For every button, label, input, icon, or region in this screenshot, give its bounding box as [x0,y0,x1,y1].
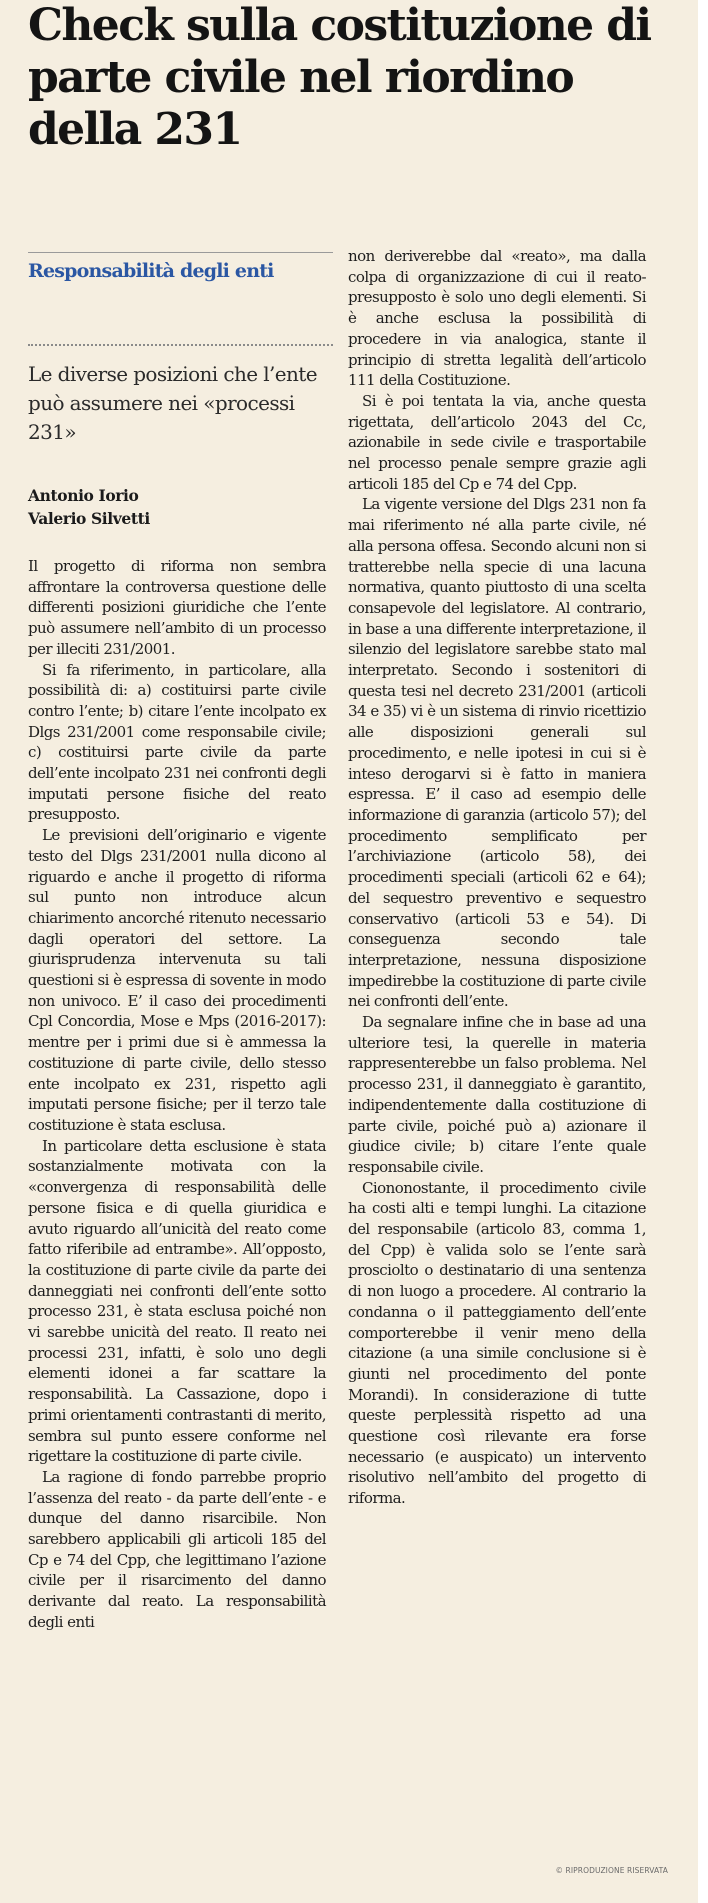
body-paragraph: Da segnalare infine che in base ad una ulteriore tesi, la querelle in materia rappresenterebbe un falso problema. Nel processo 231, il danneggiato è garantito, indipendentemente dalla costituzione di parte civile, poiché può a) azionare il giudice civile; b) citare l’ente quale responsabile civile. [348,1013,646,1176]
summary-divider [28,344,333,346]
headline: Check sulla costituzione di parte civile nel riordino della 231 [28,0,651,155]
body-paragraph: Si è poi tentata la via, anche questa rigettata, dell’articolo 2043 del Cc, azionabile in sede civile e trasportabile nel processo penale sempre grazie agli articoli 185 del Cp e 74 del Cpp. [348,391,646,493]
body-column-right [348,246,646,1509]
summary: Le diverse posizioni che l’ente può assumere nei «processi 231» [28,362,317,444]
author-name: Antonio Iorio [28,486,139,505]
byline [28,484,333,530]
page-edge [698,0,708,1903]
section-rule [28,252,333,253]
body-paragraph: Si fa riferimento, in particolare, alla possibilità di: a) costituirsi parte civile contro l’ente; b) citare l’ente incolpato ex Dlgs 231/2001 come responsabile civile; c) costituirsi parte civile da parte dell’ente incolpato 231 nei confronti degli imputati persone fisiche del reato presupposto. [28,660,326,824]
body-paragraph: Le previsioni dell’originario e vigente testo del Dlgs 231/2001 nulla dicono al riguardo e anche il progetto di riforma sul punto non introduce alcun chiarimento ancorché ritenuto necessario dagli operatori del settore. La giurisprudenza intervenuta su tali questioni si è espressa di sovente in modo non univoco. E’ il caso dei procedimenti Cpl Concordia, Mose e Mps (2016-2017): mentre per i primi due si è ammessa la costituzione di parte civile, dello stesso ente incolpato ex 231, rispetto agli imputati persone fisiche; per il terzo tale costituzione è stata esclusa. [28,826,326,1134]
body-column-left [28,556,326,1633]
body-paragraph: La vigente versione del Dlgs 231 non fa mai riferimento né alla parte civile, né alla persona offesa. Secondo alcuni non si tratterebbe nella specie di una lacuna normativa, quanto piuttosto di una scelta consapevole del legislatore. Al contrario, in base a una differente interpretazione, il silenzio del legislatore sarebbe stato mal interpretato. Secondo i sostenitori di questa tesi nel decreto 231/2001 (articoli 34 e 35) vi è un sistema di rinvio ricettizio alle disposizioni generali sul procedimento, e nelle ipotesi in cui si è inteso derogarvi si è fatto in maniera espressa. E’ il caso ad esempio delle informazione di garanzia (articolo 57); del procedimento semplificato per l’archiviazione (articolo 58), dei procedimenti speciali (articoli 62 e 64); del sequestro preventivo e sequestro conservativo (articoli 53 e 54). Di conseguenza secondo tale interpretazione, nessuna disposizione impedirebbe la costituzione di parte civile nei confronti dell’ente. [348,495,646,1011]
author-name: Valerio Silvetti [28,509,150,528]
body-paragraph: La ragione di fondo parrebbe proprio l’assenza del reato - da parte dell’ente - e dunque del danno risarcibile. Non sarebbero applicabili gli articoli 185 del Cp e 74 del Cpp, che legittimano l’azione civile per il risarcimento del danno derivante dal reato. La responsabilità degli enti [28,1467,326,1631]
body-paragraph: Il progetto di riforma non sembra affrontare la controversa questione delle differenti posizioni giuridiche che l’ente può assumere nell’ambito di un processo per illeciti 231/2001. [28,557,326,658]
body-paragraph: Ciononostante, il procedimento civile ha costi alti e tempi lunghi. La citazione del responsabile (articolo 83, comma 1, del Cpp) è valida solo se l’ente sarà prosciolto o destinatario di una sentenza di non luogo a procedere. Al contrario la condanna o il patteggiamento dell’ente comporterebbe il venir meno della citazione (a una simile conclusione si è giunti nel procedimento del ponte Morandi). In considerazione di tutte queste perplessità rispetto ad una questione così rilevante era forse necessario (e auspicato) un intervento risolutivo nell’ambito del progetto di riforma. [348,1178,646,1508]
copyright-notice: © RIPRODUZIONE RISERVATA [555,1866,668,1875]
section-tag: Responsabilità degli enti [28,260,274,282]
body-paragraph: non deriverebbe dal «reato», ma dalla colpa di organizzazione di cui il reato-presupposto è solo uno degli elementi. Si è anche esclusa la possibilità di procedere in via analogica, stante il principio di stretta legalità dell’articolo 111 della Costituzione. [348,247,646,390]
body-paragraph: In particolare detta esclusione è stata sostanzialmente motivata con la «convergenza di responsabilità delle persone fisica e di quella giuridica e avuto riguardo all’unicità del reato come fatto riferibile ad entrambe». All’opposto, la costituzione di parte civile da parte dei danneggiati nei confronti dell’ente sotto processo 231, è stata esclusa poiché non vi sarebbe unicità del reato. Il reato nei processi 231, infatti, è solo uno degli elementi idonei a far scattare la responsabilità. La Cassazione, dopo i primi orientamenti contrastanti di merito, sembra sul punto essere conforme nel rigettare la costituzione di parte civile. [28,1136,326,1466]
